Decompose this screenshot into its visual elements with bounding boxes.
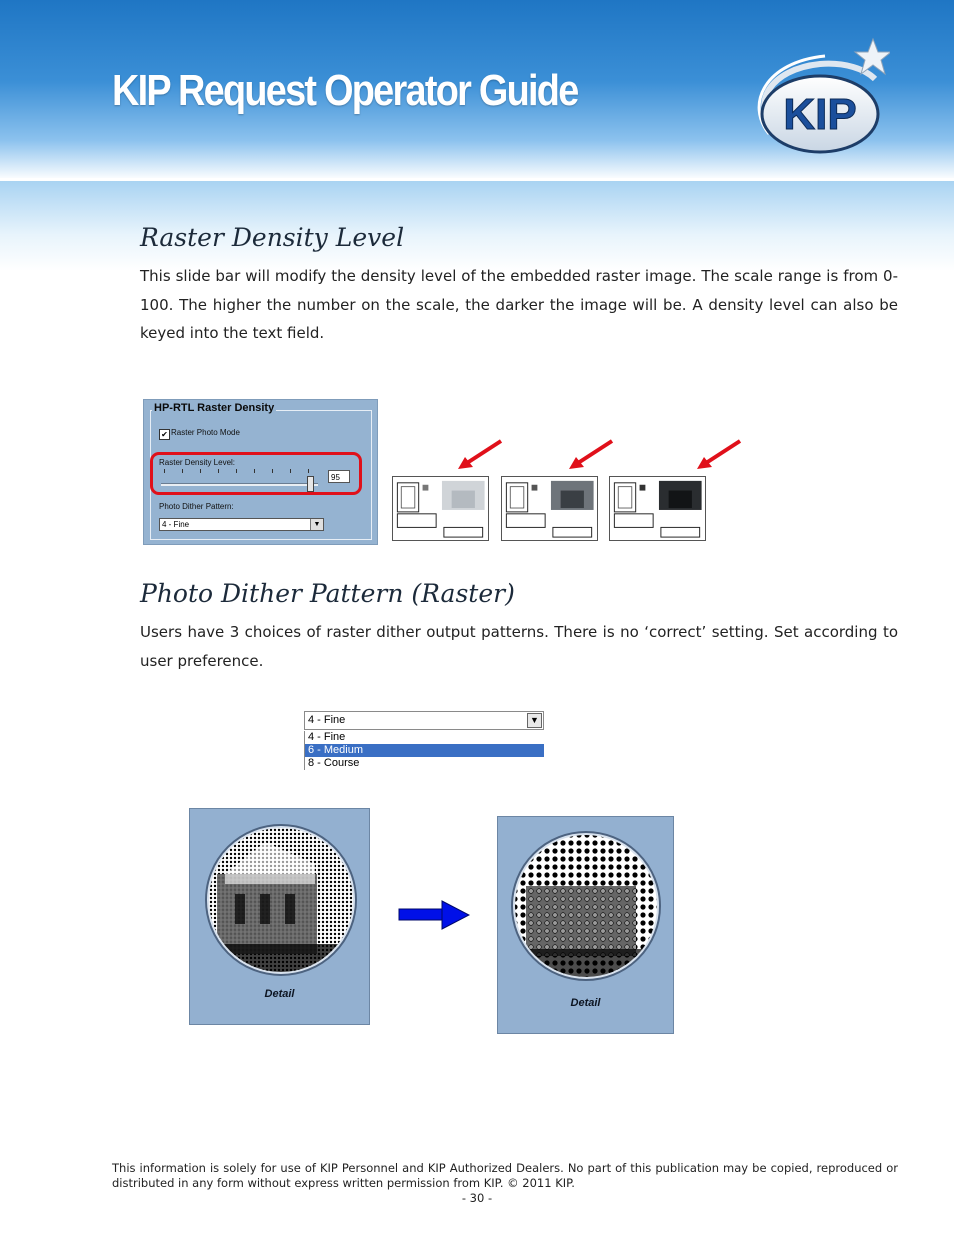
red-arrows	[455, 436, 755, 472]
chevron-down-icon[interactable]: ▼	[527, 713, 542, 728]
dither-option-course[interactable]: 8 - Course	[308, 757, 360, 769]
kip-logo	[745, 34, 890, 159]
page-number: - 30 -	[461, 1191, 493, 1205]
dither-pattern-options-list	[304, 731, 544, 770]
fine-dither-detail-image	[205, 824, 357, 976]
density-preview-dark	[609, 476, 706, 541]
raster-density-level-label: Raster Density Level:	[159, 458, 236, 467]
photo-dither-description: Users have 3 choices of raster dither output patterns. There is no ‘correct’ setting. Set according to user preference.	[140, 623, 898, 670]
raster-density-description: This slide bar will modify the density level of the embedded raster image. The scale range is from 0-100. The higher the number on the scale, the darker the image will be. A density level can also be keyed into the text field.	[140, 267, 898, 342]
raster-density-value-field[interactable]: 95	[328, 470, 350, 483]
dither-option-fine[interactable]: 4 - Fine	[308, 731, 346, 743]
arrow-icon	[458, 441, 501, 469]
density-preview-medium	[501, 476, 598, 541]
raster-photo-mode-checkbox[interactable]: ✔	[159, 429, 170, 440]
section-heading-photo-dither: Photo Dither Pattern (Raster)	[140, 579, 515, 608]
panel-title: HP-RTL Raster Density	[154, 402, 275, 414]
density-preview-light	[392, 476, 489, 541]
arrow-icon	[569, 441, 612, 469]
dither-pattern-dropdown[interactable]	[304, 711, 544, 730]
section-heading-raster-density: Raster Density Level	[140, 223, 405, 252]
detail-panel-coarse	[497, 816, 674, 1034]
dither-pattern-selected-value: 4 - Fine	[308, 714, 346, 726]
photo-dither-pattern-label: Photo Dither Pattern:	[159, 502, 234, 511]
svg-text:KIP: KIP	[783, 90, 857, 139]
dither-option-medium[interactable]: 6 - Medium	[305, 744, 544, 757]
footer-notice: This information is solely for use of KIP Personnel and KIP Authorized Dealers. No part of this publication may be copied, reproduced or distributed in any form without express written permission from KIP. © 2011 KIP.	[112, 1161, 898, 1190]
density-level-highlight-outline	[150, 452, 362, 495]
raster-photo-mode-label: Raster Photo Mode	[171, 428, 240, 437]
document-title: KIP Request Operator Guide	[112, 66, 578, 115]
detail-label-right: Detail	[570, 997, 601, 1009]
photo-dither-pattern-select[interactable]	[159, 518, 324, 531]
coarse-dither-detail-image	[511, 831, 661, 981]
chevron-down-icon[interactable]: ▼	[310, 519, 323, 530]
detail-label-left: Detail	[264, 988, 295, 1000]
detail-panel-fine	[189, 808, 370, 1025]
arrow-icon	[697, 441, 740, 469]
blue-arrow-right-icon	[398, 900, 470, 930]
photo-dither-pattern-value: 4 - Fine	[162, 520, 190, 529]
